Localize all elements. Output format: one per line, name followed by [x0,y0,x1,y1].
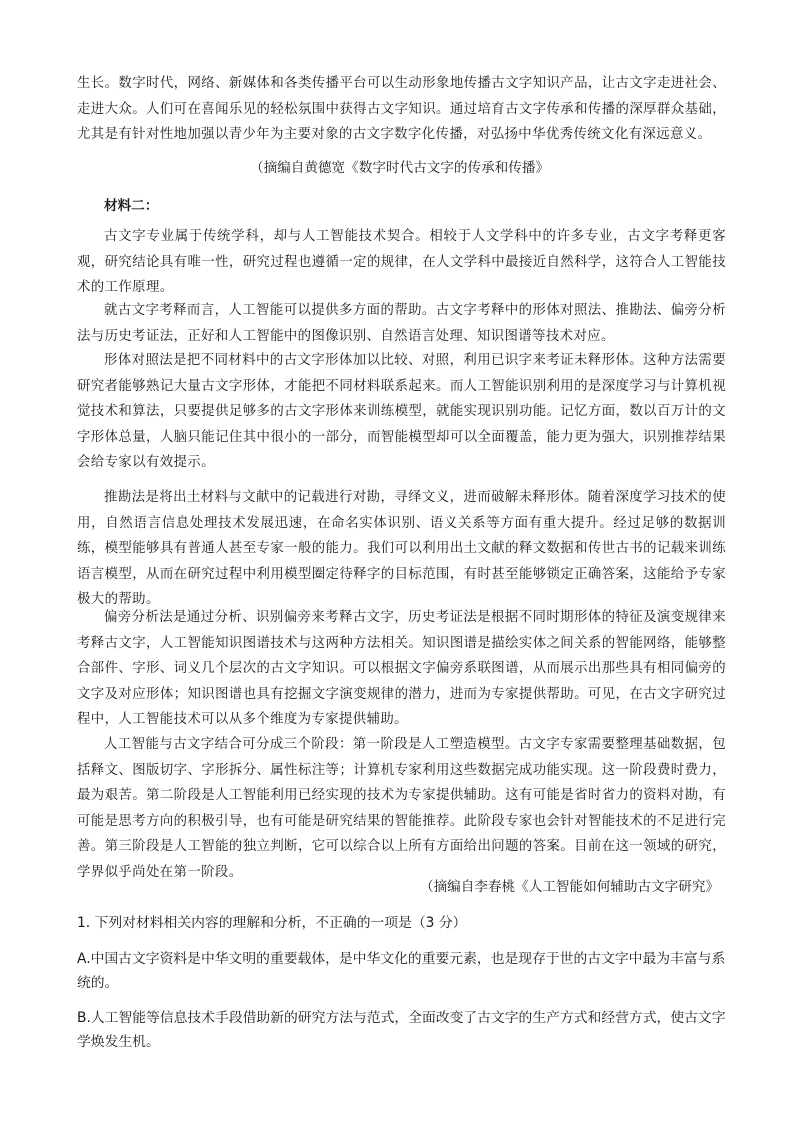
material2-paragraph-5: 偏旁分析法是通过分析、识别偏旁来考释古文字，历史考证法是根据不同时期形体的特征及演变规律来考释古文字，人工智能知识图谱技术与这两种方法相关。知识图谱是描绘实体之间关系的智能网络，能够整合部件、字形、词义几个层次的古文字知识。可以根据文字偏旁系联图谱，从而展示出那些具有相同偏旁的文字及对应形体；知识图谱也具有挖掘文字演变规律的潜力，进而为专家提供帮助。可见，在古文字研究过程中，人工智能技术可以从多个维度为专家提供辅助。 [77,610,726,727]
question-1-option-b: B.人工智能等信息技术手段借助新的研究方法与范式，全面改变了古文字的生产方式和经营方式，使古文字学焕发生机。 [77,1010,726,1050]
material2-paragraph-4: 推勘法是将出土材料与文献中的记载进行对勘，寻绎文义，进而破解未释形体。随着深度学习技术的使用，自然语言信息处理技术发展迅速，在命名实体识别、语义关系等方面有重大提升。经过足够的数据训练，模型能够具有普通人甚至专家一般的能力。我们可以利用出土文献的释文数据和传世古书的记载来训练语言模型，从而在研究过程中利用模型圈定待释字的目标范围，有时甚至能够锁定正确答案，这能给予专家极大的帮助。 [77,490,726,607]
material2-paragraph-1: 古文字专业属于传统学科，却与人工智能技术契合。相较于人文学科中的许多专业，古文字考释更客观，研究结论具有唯一性，研究过程也遵循一定的规律，在人文学科中最接近自然科学，这符合人工智能技术的工作原理。 [77,229,726,295]
material2-source: （摘编自李春桃《人工智能如何辅助古文字研究》 [420,879,720,895]
question-1-option-a: A.中国古文字资料是中华文明的重要载体，是中华文化的重要元素，也是现存于世的古文字中最为丰富与系统的。 [77,951,726,991]
material2-paragraph-2: 就古文字考释而言，人工智能可以提供多方面的帮助。古文字考释中的形体对照法、推勘法、偏旁分析法与历史考证法，正好和人工智能中的图像识别、自然语言处理、知识图谱等技术对应。 [77,303,726,344]
material2-heading: 材料二： [104,198,159,214]
material2-paragraph-3: 形体对照法是把不同材料中的古文字形体加以比较、对照，利用已识字来考证未释形体。这种方法需要研究者能够熟记大量古文字形体，才能把不同材料联系起来。而人工智能识别利用的是深度学习与计算机视觉技术和算法，只要提供足够多的古文字形体来训练模型，就能实现识别功能。记忆方面，数以百万计的文字形体总量，人脑只能记住其中很小的一部分，而智能模型却可以全面覆盖，能力更为强大，识别推荐结果会给专家以有效提示。 [77,353,726,470]
material1-source: （摘编自黄德宽《数字时代古文字的传承和传播》 [250,160,550,176]
question-1-stem: 1. 下列对材料相关内容的理解和分析，不正确的一项是（3 分） [77,915,467,931]
material1-closing-paragraph: 生长。数字时代，网络、新媒体和各类传播平台可以生动形象地传播古文字知识产品，让古文字走进社会、走进大众。人们可在喜闻乐见的轻松氛围中获得古文字知识。通过培育古文字传承和传播的深厚群众基础，尤其是有针对性地加强以青少年为主要对象的古文字数字化传播，对弘扬中华优秀传统文化有深远意义。 [77,76,726,142]
material2-paragraph-6: 人工智能与古文字结合可分成三个阶段：第一阶段是人工塑造模型。古文字专家需要整理基础数据，包括释文、图版切字、字形拆分、属性标注等；计算机专家利用这些数据完成功能实现。这一阶段费时费力，最为艰苦。第二阶段是人工智能利用已经实现的技术为专家提供辅助。这有可能是省时省力的资料对勘，有可能是思考方向的积极引导，也有可能是研究结果的智能推荐。此阶段专家也会针对智能技术的不足进行完善。第三阶段是人工智能的独立判断，它可以综合以上所有方面给出问题的答案。目前在这一领域的研究，学界似乎尚处在第一阶段。 [77,737,726,880]
